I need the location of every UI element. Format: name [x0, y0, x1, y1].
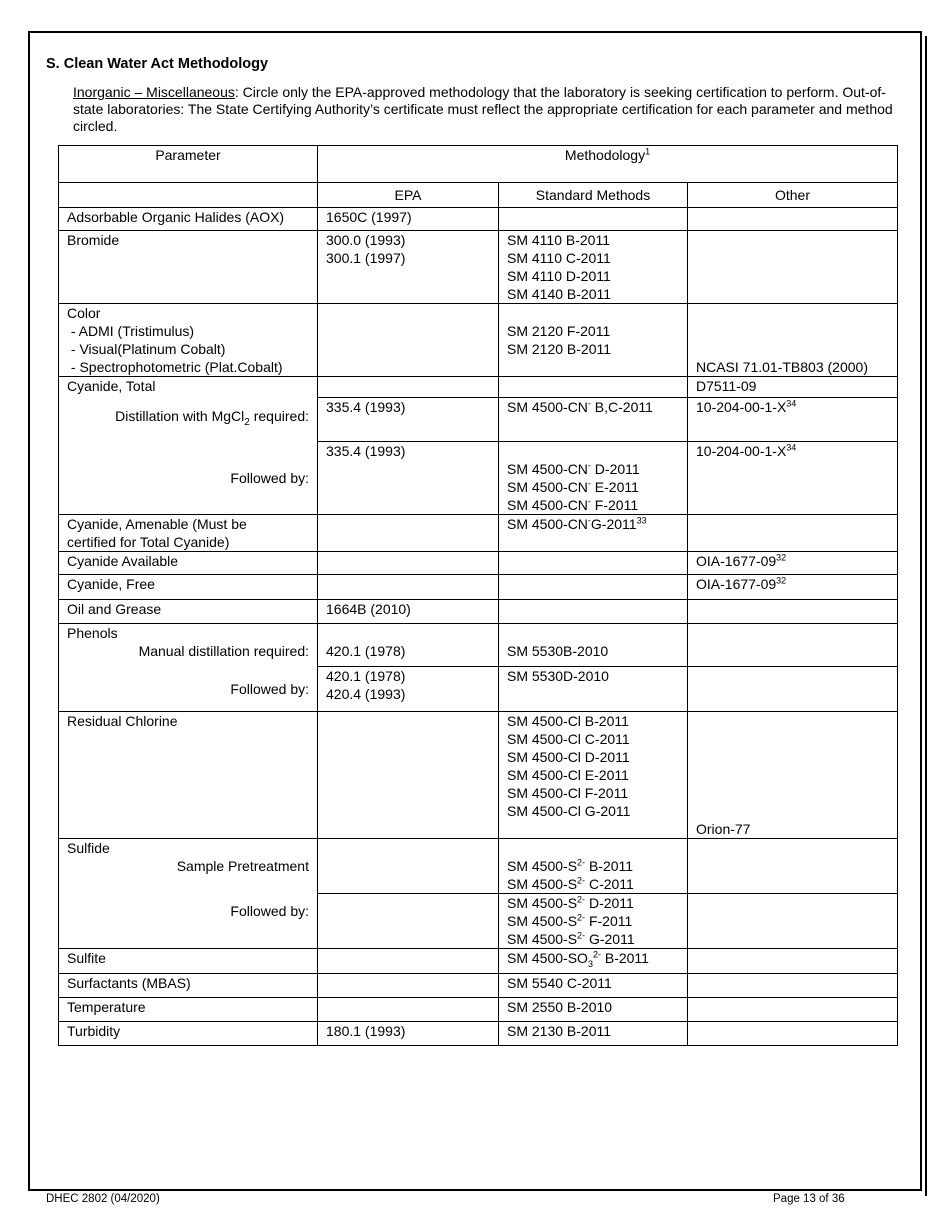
method-item[interactable]: 420.1 (1978) — [326, 668, 406, 684]
method-item[interactable]: SM 4110 C-2011 — [507, 250, 611, 266]
instructions-text: : Circle only the EPA-approved methodology that the laboratory is seeking certification to perform. Out-of-state laboratories: The State Certifying Authority’s certificate must reflect the appropriate certification for each parameter and method circled. — [73, 84, 893, 134]
row-bromide — [59, 231, 898, 304]
label-sulfide-followed: Followed by: — [59, 894, 318, 949]
table-subheader-row — [59, 183, 898, 208]
label-sulfide-pretreatment: Sample Pretreatment — [176, 858, 309, 874]
row-cyanide-distillation — [59, 398, 898, 442]
other-color — [688, 304, 898, 377]
row-phenols-followed — [59, 667, 898, 712]
method-item[interactable]: SM 5530B-2010 — [507, 643, 609, 659]
epa-oil-grease[interactable]: 1664B (2010) — [318, 600, 499, 624]
row-cyanide-available — [59, 552, 898, 575]
other-cyanide-distillation[interactable]: $10-204-00-1-X^{34}$ — [688, 398, 898, 442]
row-cyanide-free — [59, 575, 898, 600]
header-blank — [59, 183, 318, 208]
other-residual-chlorine[interactable]: Orion-77 — [688, 712, 898, 839]
method-item[interactable]: 300.0 (1993) — [326, 232, 406, 248]
label-phenols-manual: Manual distillation required: — [138, 643, 309, 659]
param-residual-chlorine: Residual Chlorine — [59, 712, 318, 839]
label-phenols-followed: Followed by: — [59, 667, 318, 712]
method-item[interactable]: SM 4500-Cl E-2011 — [507, 767, 629, 783]
method-item[interactable]: SM $4500-S^{2-}$ B-2011 — [507, 857, 634, 874]
header-parameter: Parameter — [59, 146, 318, 183]
sm-bromide — [499, 231, 688, 304]
method-item[interactable]: SM $4500-S^{2-}$ G-2011 — [507, 930, 635, 947]
sm-surfactants[interactable]: SM 5540 C-2011 — [499, 973, 688, 997]
method-item[interactable]: SM 4500-Cl F-2011 — [507, 785, 629, 801]
method-item[interactable]: SM 4110 D-2011 — [507, 268, 611, 284]
param-phenols: Phenols Manual distillation required: — [59, 624, 318, 667]
param-turbidity: Turbidity — [59, 1021, 318, 1045]
param-sulfite: Sulfite — [59, 949, 318, 974]
method-item[interactable]: SM $4500-S^{2-}$ C-2011 — [507, 875, 634, 892]
row-phenols-manual — [59, 624, 898, 667]
method-item[interactable]: 300.1 (1997) — [326, 250, 406, 266]
other-cyanide-available[interactable]: OIA-$1677-09^{32}$ — [688, 552, 898, 575]
section-title: S. Clean Water Act Methodology — [46, 56, 269, 72]
param-oil-grease: Oil and Grease — [59, 600, 318, 624]
method-item[interactable]: SM 4500-Cl D-2011 — [507, 749, 630, 765]
page-border-top — [28, 31, 922, 33]
sm-sulfite[interactable]: SM $4500-SO_3^{2-}$ B-2011 — [499, 949, 688, 974]
method-item[interactable]: SM 4500-CN- F-2011 — [507, 496, 639, 513]
sm-phenols-manual — [499, 624, 688, 667]
method-item[interactable]: SM $4500-S^{2-}$ F-2011 — [507, 912, 633, 929]
method-item[interactable]: SM 4500-Cl B-2011 — [507, 713, 629, 729]
other-cyanide-followed[interactable]: $10-204-00-1-X^{34}$ — [688, 442, 898, 515]
row-aox — [59, 208, 898, 231]
param-surfactants: Surfactants (MBAS) — [59, 973, 318, 997]
instructions-category: Inorganic – Miscellaneous — [73, 84, 235, 100]
row-color — [59, 304, 898, 377]
row-sulfide-followed — [59, 894, 898, 949]
param-cyanide-available: Cyanide Available — [59, 552, 318, 575]
page-border-shadow — [925, 36, 927, 1196]
epa-phenols-followed — [318, 667, 499, 712]
other-cyanide-free[interactable]: OIA-$1677-09^{32}$ — [688, 575, 898, 600]
header-other: Other — [688, 183, 898, 208]
row-sulfite — [59, 949, 898, 974]
footer-page-number: Page 13 of 36 — [773, 1193, 845, 1205]
table-header-row — [59, 146, 898, 183]
label-cyanide-followed: Followed by: — [59, 442, 318, 515]
epa-cyanide-distillation[interactable]: 335.4 (1993) — [318, 398, 499, 442]
row-sulfide-pretreatment — [59, 839, 898, 894]
method-item[interactable]: SM 4110 B-2011 — [507, 232, 610, 248]
sm-temperature[interactable]: SM 2550 B-2010 — [499, 997, 688, 1021]
method-item[interactable]: SM 4500-Cl C-2011 — [507, 731, 630, 747]
param-cyanide-amenable: Cyanide, Amenable (Must be certified for Total Cyanide) — [59, 515, 318, 552]
method-item[interactable]: SM 4500-Cl G-2011 — [507, 803, 631, 819]
row-cyanide-total — [59, 377, 898, 398]
page-border-right — [920, 31, 922, 1191]
header-methodology: Methodology$^1$ — [318, 146, 898, 183]
row-temperature — [59, 997, 898, 1021]
method-item[interactable]: NCASI 71.01-TB803 (2000) — [696, 359, 868, 375]
row-turbidity — [59, 1021, 898, 1045]
label-cyanide-distillation: Distillation with MgCl$_2$ required: — [59, 398, 318, 442]
method-item[interactable]: SM 4140 B-2011 — [507, 286, 612, 302]
method-item[interactable]: SM $4500-S^{2-}$ D-2011 — [507, 894, 634, 911]
epa-cyanide-followed[interactable]: 335.4 (1993) — [318, 442, 499, 515]
method-item[interactable]: SM 4500-CN- E-2011 — [507, 478, 639, 495]
other-cyanide-total[interactable]: D7511-09 — [688, 377, 898, 398]
sm-color — [499, 304, 688, 377]
page-border-left — [28, 31, 30, 1191]
sm-sulfide-followed — [499, 894, 688, 949]
sm-cyanide-amenable[interactable]: SM 4500-CN-G-2011$^{33}$ — [499, 515, 688, 552]
param-color: Color - ADMI (Tristimulus) - Visual(Platinum Cobalt) - Spectrophotometric (Plat.Cobalt) — [59, 304, 318, 377]
header-epa: EPA — [318, 183, 499, 208]
row-oil-grease — [59, 600, 898, 624]
epa-turbidity[interactable]: 180.1 (1993) — [318, 1021, 499, 1045]
sm-turbidity[interactable]: SM 2130 B-2011 — [499, 1021, 688, 1045]
param-sulfide: Sulfide Sample Pretreatment — [59, 839, 318, 894]
header-standard-methods: Standard Methods — [499, 183, 688, 208]
param-aox: Adsorbable Organic Halides (AOX) — [59, 208, 318, 231]
sm-cyanide-followed — [499, 442, 688, 515]
sm-phenols-followed[interactable]: SM 5530D-2010 — [499, 667, 688, 712]
epa-phenols-manual — [318, 624, 499, 667]
method-item[interactable]: 420.4 (1993) — [326, 686, 406, 702]
footer-form-number: DHEC 2802 (04/2020) — [46, 1193, 160, 1205]
methodology-table — [58, 145, 898, 1046]
method-item[interactable]: 420.1 (1978) — [326, 643, 406, 659]
row-residual-chlorine — [59, 712, 898, 839]
param-bromide: Bromide — [59, 231, 318, 304]
method-item[interactable]: SM 2120 B-2011 — [507, 341, 612, 357]
epa-bromide — [318, 231, 499, 304]
row-cyanide-amenable — [59, 515, 898, 552]
sm-residual-chlorine — [499, 712, 688, 839]
method-item[interactable]: SM 4500-CN- D-2011 — [507, 460, 640, 477]
section-instructions — [73, 84, 913, 135]
sm-cyanide-distillation[interactable]: SM 4500-CN- B,C-2011 — [499, 398, 688, 442]
param-cyanide-total: Cyanide, Total — [59, 377, 318, 398]
epa-aox[interactable]: 1650C (1997) — [318, 208, 499, 231]
param-temperature: Temperature — [59, 997, 318, 1021]
param-cyanide-free: Cyanide, Free — [59, 575, 318, 600]
page-border-bottom — [28, 1189, 922, 1191]
method-item[interactable]: SM 2120 F-2011 — [507, 323, 611, 339]
sm-sulfide-pretreatment — [499, 839, 688, 894]
row-surfactants — [59, 973, 898, 997]
row-cyanide-followed — [59, 442, 898, 515]
